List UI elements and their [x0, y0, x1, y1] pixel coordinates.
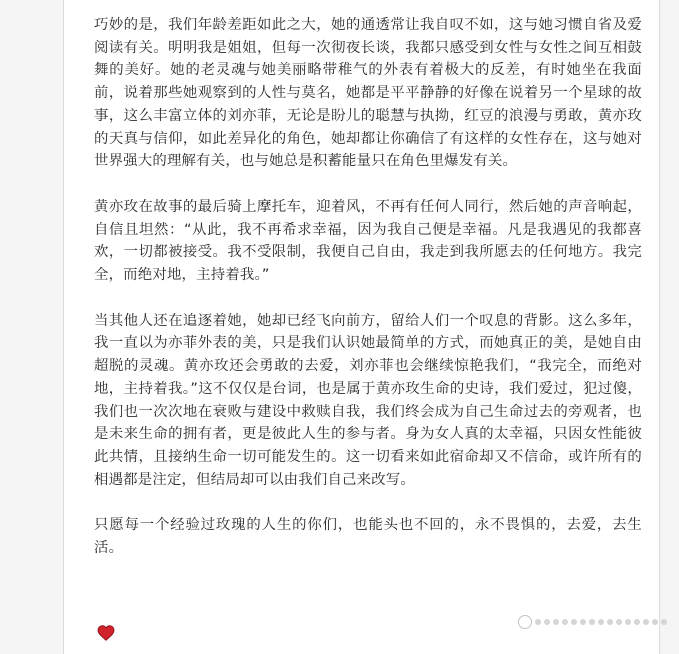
- article-body: [94, 14, 642, 583]
- article-paragraph: 巧妙的是，我们年龄差距如此之大，她的通透常让我自叹不如，这与她习惯自省及爱阅读有关。明明我是姐姐，但每一次彻夜长谈，我都只感受到女性与女性之间互相鼓舞的美好。她的老灵魂与她美丽略带稚气的外表有着极大的反差，有时她坐在我面前，说着那些她观察到的人性与莫名，她都是平平静静的好像在说着另一个星球的故事，这么丰富立体的刘亦菲，无论是盼儿的聪慧与执拗，红豆的浪漫与勇敢，黄亦玫的天真与信仰，如此差异化的角色，她却都让你确信了有这样的女性存在，这与她对世界强大的理解有关，也与她总是积蓄能量只在角色里爆发有关。: [94, 17, 642, 170]
- heart-icon: [97, 625, 115, 641]
- article-paragraph: 当其他人还在追逐着她，她却已经飞向前方，留给人们一个叹息的背影。这么多年，我一直以为亦菲外表的美，只是我们认识她最简单的方式，而她真正的美，是她自由超脱的灵魂。黄亦玫还会勇敢的去爱，刘亦菲也会继续惊艳我们，“我完全，而绝对地，主持着我。”这不仅仅是台词，也是属于黄亦玫生命的史诗，我们爱过，犯过傻，我们也一次次地在衰败与建设中救赎自我，我们终会成为自己生命过去的旁观者，也是未来生命的拥有者，更是彼此人生的参与者。身为女人真的太幸福，只因女性能彼此共情，且接纳生命一切可能发生的。这一切看来如此宿命却又不信命，或许所有的相遇都是注定，但结局却可以由我们自己来改写。: [94, 312, 642, 488]
- weibo-logo-icon: [518, 615, 532, 629]
- watermark: [518, 615, 667, 629]
- article-paragraph: 黄亦玫在故事的最后骑上摩托车，迎着风，不再有任何人同行，然后她的声音响起，自信且坦然：“从此，我不再希求幸福，因为我自己便是幸福。凡是我遇见的我都喜欢，一切都被接受。我不受限制，我便自己自由，我走到我所愿去的任何地方。我完全，而绝对地，主持着我。”: [94, 198, 642, 284]
- article-paragraph: 只愿每一个经验过玫瑰的人生的你们，也能头也不回的，永不畏惧的，去爱，去生活。: [94, 517, 642, 557]
